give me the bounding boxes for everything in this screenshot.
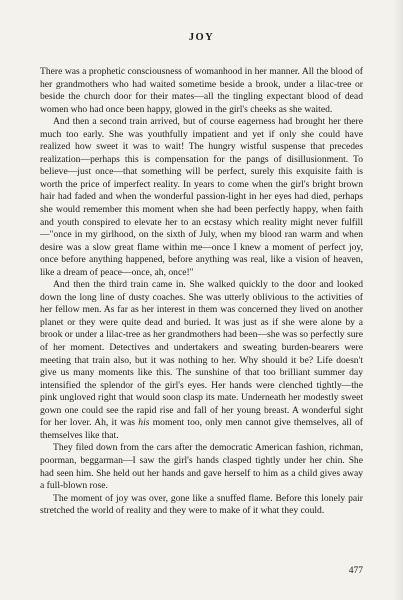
paragraph-3-text: And then the third train came in. She walked quickly to the door and looked down the long line of dusty coaches. She was utterly oblivious to the activities of her fellow men. As far as her interest in them was concerned they lived on another planet or they were quite dead and buried. It was just as if she were alone by a brook or under a lilac-tree as her grandmothers had been—she was so perfectly sure of her moment. Detectives and undertakers and sweating burden-bearers were meeting that train also, but it was nothing to her. Why should it be? Life doesn't give us many moments like this. The sunshine of that too brilliant summer day intensified the splendor of the girl's eyes. Her hands were clenched tightly—the pink ungloved right that would soon clasp its mate. Underneath her modestly sweet gown one could see the rapid rise and fall of her young breast. A wonderful sight for her lover. Ah, it was (40, 279, 363, 429)
paragraph-5-text: The moment of joy was over, gone like a snuffed flame. Before this lonely pair stretched the world of reality and they were to make of it what they could. (40, 492, 363, 517)
page-edge-shadow (393, 0, 403, 600)
paragraph-3-text-end: moment too, only men cannot give themselves, all of themselves like that. (40, 417, 363, 441)
story-text (40, 66, 363, 518)
paragraph-2-text: And then a second train arrived, but of course eagerness had brought her there much too early. She was youthfully impatient and yet if only she could have realized how sweet it was to wait! The hungry wistful suspense that precedes realization—perhaps this is compensation for the pangs of disillusionment. To believe—just once—that something will be perfect, surely this exquisite faith is worth the price of imperfect reality. In years to come when the girl's bright brown hair had faded and when the wonderful passion-light in her eyes had died, perhaps she would remember this moment when she had been perfectly happy, when faith and youth conspired to elevate her to an ecstasy which reality might never fulfill—"once in my girlhood, on the sixth of July, when my blood ran warm and when desire was a slow great flame within me—once I knew a moment of perfect joy, once before anything happened, before anything was real, like a vision of heaven, like a dream of peace—once, ah, once!" (40, 116, 363, 278)
paragraph-5 (40, 493, 363, 518)
paragraph-4-text: They filed down from the cars after the democratic American fashion, richman, poorman, beggarman—I saw the girl's hands clasped tightly under her chin. She had seen him. She held out her hands and gave herself to him as a child gives away a full-blown rose. (40, 442, 363, 492)
page-title: JOY (188, 32, 215, 43)
page-number: 477 (348, 566, 363, 576)
paragraph-3-emphasis: his (138, 417, 150, 429)
paragraph-3 (40, 279, 363, 442)
paragraph-1 (40, 66, 363, 116)
paragraph-1-text: There was a prophetic consciousness of womanhood in her manner. All the blood of her grandmothers who had waited sometime beside a brook, under a lilac-tree or beside the church door for their mates—all the tingling expectant blood of dead women who had once been happy, glowed in the girl's cheeks as she waited. (40, 66, 363, 115)
paragraph-2 (40, 116, 363, 279)
paragraph-4 (40, 442, 363, 492)
